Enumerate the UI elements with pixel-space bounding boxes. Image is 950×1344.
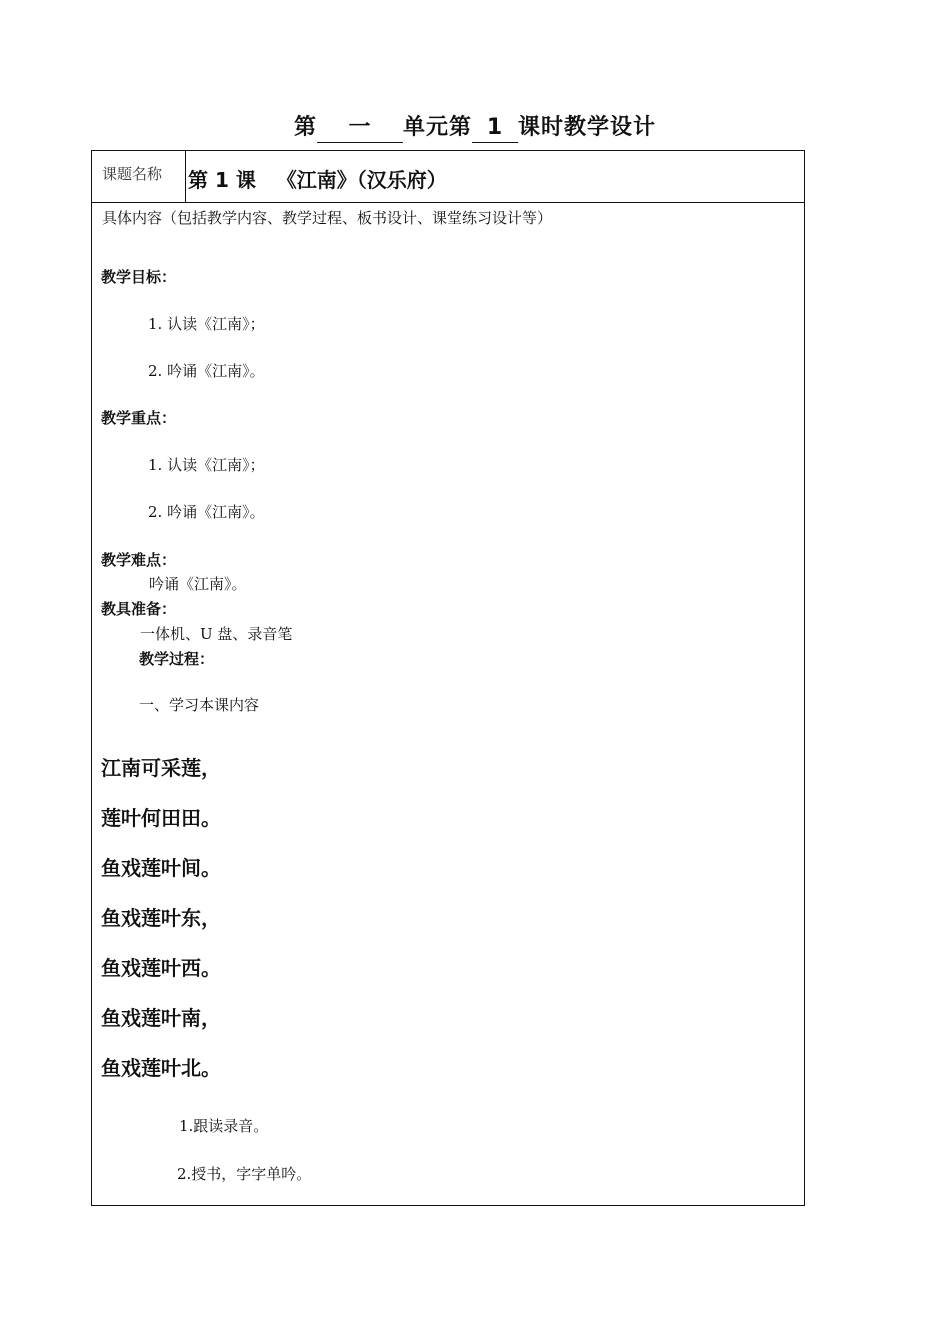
tools-heading: 教具准备： xyxy=(101,600,177,618)
title-middle: 单元第 xyxy=(402,115,472,140)
topic-label: 课题名称 xyxy=(92,151,186,202)
title-suffix: 课时教学设计 xyxy=(518,115,657,140)
step-item: 1.跟读录音。 xyxy=(179,1117,269,1135)
poem-line: 江南可采莲， xyxy=(101,756,221,780)
difficulty-heading: 教学难点： xyxy=(101,551,177,569)
key-points-heading: 教学重点： xyxy=(101,409,177,427)
lesson-title: 第 1 课 《江南》（汉乐府） xyxy=(188,168,447,192)
title-prefix: 第 xyxy=(293,115,317,140)
topic-row xyxy=(92,151,804,203)
goal-item: 2. 吟诵《江南》。 xyxy=(148,362,265,380)
tools-text: 一体机、U 盘、录音笔 xyxy=(140,625,293,643)
lesson-plan-table xyxy=(91,150,805,1206)
poem-line: 鱼戏莲叶东， xyxy=(101,906,221,930)
unit-number: 一 xyxy=(317,114,403,143)
poem-line: 鱼戏莲叶西。 xyxy=(101,956,221,980)
poem-line: 鱼戏莲叶北。 xyxy=(101,1056,221,1080)
page-title xyxy=(0,110,950,143)
step-item: 2.授书，字字单吟。 xyxy=(177,1165,312,1183)
section-one-heading: 一、学习本课内容 xyxy=(139,696,260,714)
poem-line: 鱼戏莲叶间。 xyxy=(101,856,221,880)
lesson-number: 1 xyxy=(472,114,518,143)
goal-item: 1. 认读《江南》； xyxy=(148,315,265,333)
poem-line: 莲叶何田田。 xyxy=(101,806,221,830)
goals-heading: 教学目标： xyxy=(101,268,177,286)
key-point-item: 2. 吟诵《江南》。 xyxy=(148,503,265,521)
difficulty-text: 吟诵《江南》。 xyxy=(149,575,247,593)
content-intro: 具体内容（包括教学内容、教学过程、板书设计、课堂练习设计等） xyxy=(102,209,553,227)
poem-line: 鱼戏莲叶南， xyxy=(101,1006,221,1030)
process-heading: 教学过程： xyxy=(139,650,215,668)
key-point-item: 1. 认读《江南》； xyxy=(148,456,265,474)
